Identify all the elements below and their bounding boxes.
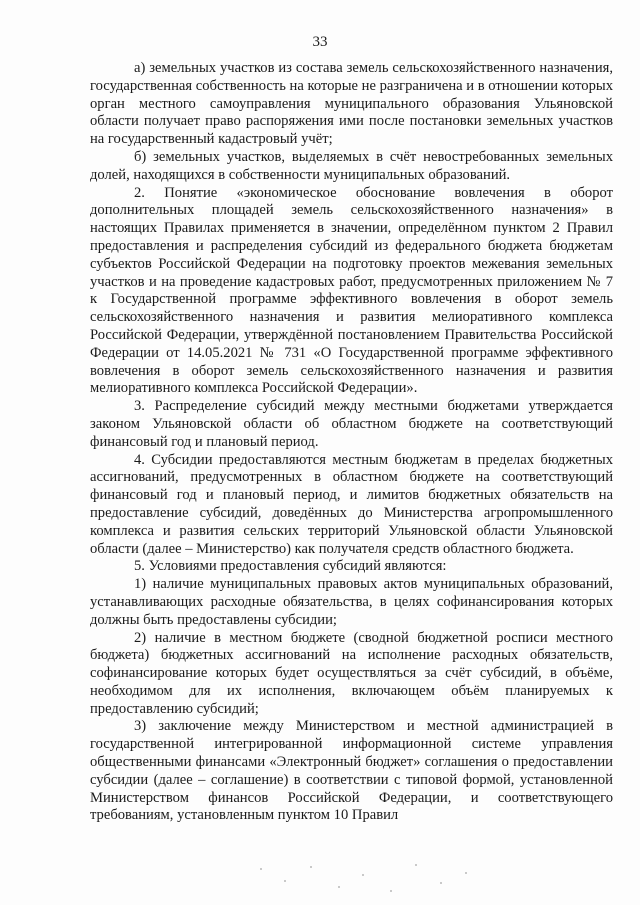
page-number: 33 <box>312 34 328 50</box>
paragraph-5-conditions: 5. Условиями предоставления субсидий являются: <box>134 558 447 575</box>
paragraph-3-distribution: 3. Распределение субсидий между местными бюджетами утверждается законом Ульяновской области об областном бюджете на соответствующий финансовый год и плановый период. <box>90 398 613 450</box>
paragraph-b-land-shares: б) земельных участков, выделяемых в счёт невостребованных земельных долей, находящихся в собственности муниципальных образований. <box>90 148 613 183</box>
condition-2-budget-allocations: 2) наличие в местном бюджете (сводной бюджетной росписи местного бюджета) бюджетных ассигнований на исполнение расходных обязательств, софинансирование которых будет осуществляться за счёт субсидий, в объёме, необходимом для их исполнения, включающем объём планируемых к предоставлению субсидий; <box>90 629 613 717</box>
scan-noise <box>250 860 490 900</box>
paragraph-4-subsidies: 4. Субсидии предоставляются местным бюджетам в пределах бюджетных ассигнований, предусмотренных в областном бюджете на соответствующий финансовый год и плановый период, и лимитов бюджетных обязательств на предоставление субсидий, доведённых до Министерства агропромышленного комплекса и развития сельских территорий Ульяновской области Ульяновской области (далее – Министерство) как получателя средств областного бюджета. <box>90 451 613 557</box>
paragraph-a-land-plots: а) земельных участков из состава земель сельскохозяйственного назначения, государственная собственность на которые не разграничена и в отношении которых орган местного самоуправления муниципального образования Ульяновской области получает право распоряжения ими после постановки земельных участков на государственный кадастровый учёт; <box>90 60 613 148</box>
document-body <box>90 60 613 825</box>
condition-1-legal-acts: 1) наличие муниципальных правовых актов муниципальных образований, устанавливающих расходные обязательства, в целях софинансирования которых должны быть предоставлены субсидии; <box>90 576 613 628</box>
condition-3-agreement: 3) заключение между Министерством и местной администрацией в государственной интегрированной информационной системе управления общественными финансами «Электронный бюджет» соглашения о предоставлении субсидии (далее – соглашение) в соответствии с типовой формой, установленной Министерством финансов Российской Федерации, и соответствующего требованиям, установленным пунктом 10 Правил <box>90 718 613 824</box>
paragraph-2-definition: 2. Понятие «экономическое обоснование вовлечения в оборот дополнительных площадей земель сельскохозяйственного назначения» в настоящих Правилах применяется в значении, определённом пунктом 2 Правил предоставления и распределения субсидий из федерального бюджета бюджетам субъектов Российской Федерации на подготовку проектов межевания земельных участков и на проведение кадастровых работ, предусмотренных приложением № 7 к Государственной программе эффективного вовлечения в оборот земель сельскохозяйственного назначения и развития мелиоративного комплекса Российской Федерации, утверждённой постановлением Правительства Российской Федерации от 14.05.2021 № 731 «О Государственной программе эффективного вовлечения в оборот земель сельскохозяйственного назначения и развития мелиоративного комплекса Российской Федерации». <box>90 184 613 397</box>
